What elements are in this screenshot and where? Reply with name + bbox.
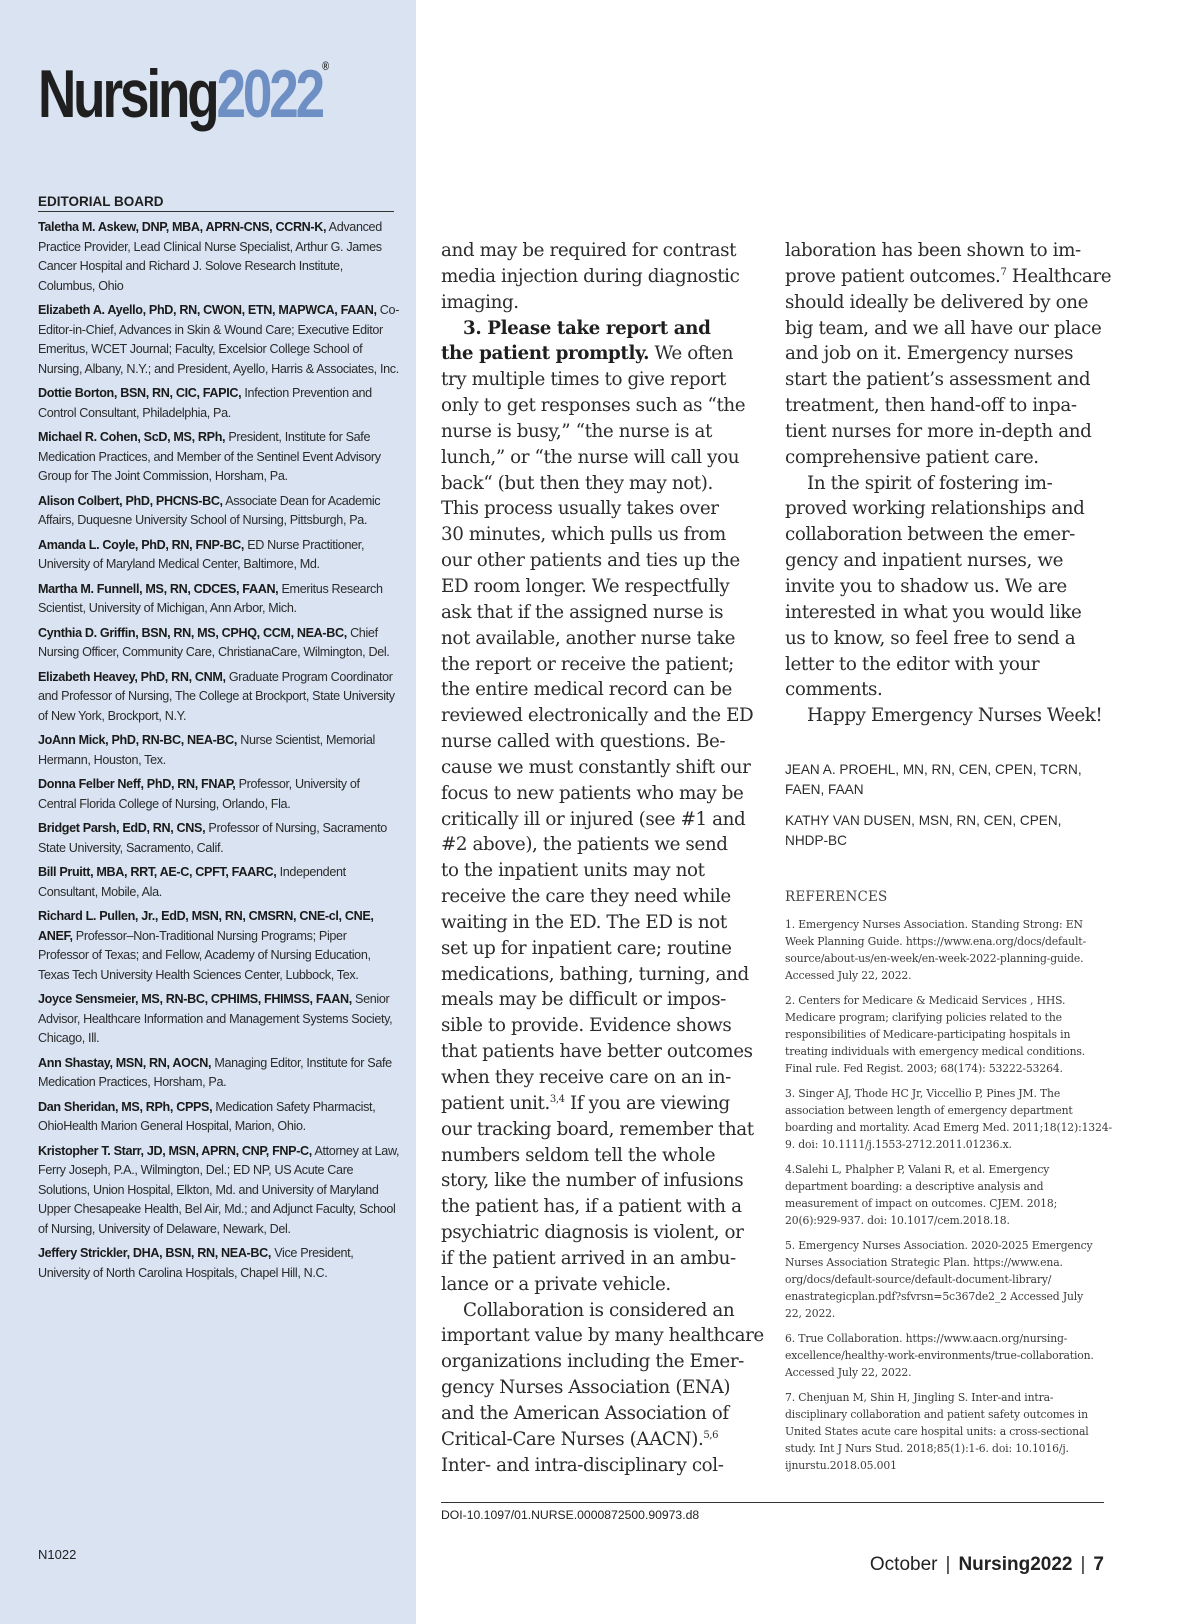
text-line: interested in what you would like [785, 601, 1082, 623]
reference-line: Final rule. Fed Regist. 2003; 68(174): 53222-53264. [785, 1062, 1063, 1075]
column-1-body-2 [441, 1117, 761, 1298]
text-line: sible to provide. Evidence shows [441, 1015, 732, 1037]
board-member [38, 492, 400, 531]
text-span: We often [649, 343, 733, 365]
board-member-affiliation: Graduate Program Coordinator and Professor of Nursing, The College at Brockport, State University of New York, Brockport, N.Y. [38, 669, 395, 723]
text-line: us to know, so feel free to send a [785, 627, 1076, 649]
author-name: JEAN A. PROEHL, MN, RN, CEN, CPEN, TCRN, FAEN, FAAN [785, 762, 1082, 797]
reference-line: 2. Centers for Medicare & Medicaid Services , HHS. [785, 994, 1066, 1007]
board-member-name: Cynthia D. Griffin, BSN, RN, MS, CPHQ, CCM, NEA-BC, [38, 625, 347, 640]
reference-item [785, 916, 1107, 984]
reference-item [785, 1330, 1107, 1381]
reference-line: Accessed July 22, 2022. [785, 969, 912, 982]
board-member [38, 990, 400, 1049]
board-member-name: Jeffery Strickler, DHA, BSN, RN, NEA-BC, [38, 1246, 272, 1260]
text-line: psychiatric diagnosis is violent, or [441, 1222, 744, 1244]
board-member [38, 907, 400, 985]
text-line: ED room longer. We respectfully [441, 575, 730, 597]
text-line: Collaboration is considered an [463, 1299, 735, 1321]
footer-separator: | [1080, 1554, 1086, 1575]
reference-line: department boarding: a descriptive analysis and [785, 1180, 1044, 1193]
text-line: story, like the number of infusions [441, 1170, 744, 1192]
footer-month: October [869, 1554, 938, 1575]
reference-item [785, 1161, 1107, 1229]
page-footer [870, 1554, 1104, 1576]
article-column-2 [785, 238, 1112, 729]
board-member-affiliation: Senior Advisor, Healthcare Information and Management Systems Society, Chicago, Ill. [38, 992, 393, 1045]
text-line [441, 341, 761, 367]
board-member [38, 1142, 400, 1240]
reference-line: Accessed July 22, 2022. [785, 1366, 912, 1379]
column-1-body-3 [441, 1323, 764, 1426]
board-member-name: Elizabeth A. Ayello, PhD, RN, CWON, ETN, MAPWCA, FAAN, [38, 303, 377, 317]
board-member-affiliation: Managing Editor, Institute for Safe Medication Practices, Horsham, Pa. [38, 1055, 392, 1089]
text-line: laboration has been shown to im- [785, 240, 1081, 261]
board-member-name: JoAnn Mick, PhD, RN-BC, NEA-BC, [38, 733, 238, 747]
board-member [38, 384, 400, 423]
reference-line: 1. Emergency Nurses Association. Standing Strong: EN [785, 918, 1083, 931]
board-member [38, 536, 400, 575]
reference-line: 22, 2022. [785, 1307, 836, 1320]
doi-line: DOI-10.1097/01.NURSE.0000872500.90973.d8 [441, 1508, 700, 1522]
text-line [441, 1091, 761, 1117]
text-line: only to get responses such as “the [441, 395, 746, 417]
board-member-name: Dan Sheridan, MS, RPh, CPPS, [38, 1099, 213, 1114]
footer-rule [441, 1502, 1104, 1503]
text-line: should ideally be delivered by one [785, 291, 1089, 313]
text-line: if the patient arrived in an ambu- [441, 1247, 736, 1269]
reference-line: responsibilities of Medicare-participating hospitals in [785, 1028, 1071, 1041]
text-line: not available, another nurse take [441, 627, 736, 649]
text-line: comprehensive patient care. [785, 446, 1039, 468]
board-member [38, 624, 400, 663]
text-line: and the American Association of [441, 1402, 729, 1424]
reference-line: excellence/healthy-work-environments/true-collaboration. [785, 1349, 1094, 1362]
board-member-name: Donna Felber Neff, PhD, RN, FNAP, [38, 777, 236, 791]
board-member-name: Richard L. Pullen, Jr., EdD, MSN, RN, CMSRN, CNE-cl, CNE, ANEF, [38, 909, 374, 943]
text-line: our tracking board, remember that [441, 1118, 754, 1140]
text-line: treatment, then hand-off to inpa- [785, 395, 1077, 417]
board-member-name: Alison Colbert, PhD, PHCNS-BC, [38, 493, 223, 508]
nursing2022-logo [38, 56, 329, 132]
text-line: tient nurses for more in-depth and [785, 420, 1092, 442]
article-column-1 [441, 238, 764, 1479]
reference-line: 3. Singer AJ, Thode HC Jr, Viccellio P, Pines JM. The [785, 1087, 1061, 1100]
text-line: back“ (but then they may not). [441, 472, 713, 494]
point-3-heading [441, 316, 761, 342]
board-member [38, 218, 400, 296]
board-member-name: Dottie Borton, BSN, RN, CIC, FAPIC, [38, 386, 242, 400]
column-2-body [785, 290, 1105, 471]
closing-line: Happy Emergency Nurses Week! [807, 705, 1103, 727]
reference-line: source/about-us/en-week/en-week-2022-planning-guide. [785, 952, 1084, 965]
text-line: big team, and we all have our place [785, 317, 1102, 339]
reference-line: boarding and mortality. Acad Emerg Med. 2011;18(12):1324- [785, 1121, 1112, 1134]
board-member [38, 731, 400, 770]
board-member-affiliation: Chief Nursing Officer, Community Care, ChristianaCare, Wilmington, Del. [38, 625, 390, 659]
text-line: numbers seldom tell the whole [441, 1144, 716, 1166]
text-line: focus to new patients who may be [441, 782, 744, 804]
reference-line: 5. Emergency Nurses Association. 2020-2025 Emergency [785, 1239, 1093, 1252]
reference-line: treating individuals with emergency medical conditions. [785, 1045, 1086, 1058]
text-span: prove patient outcomes. [785, 265, 1001, 287]
reference-item [785, 1389, 1107, 1474]
text-line: critically ill or injured (see #1 and [441, 808, 746, 830]
text-line: reviewed electronically and the ED [441, 705, 754, 727]
text-span: Critical-Care Nurses (AACN). [441, 1428, 704, 1450]
board-member [38, 580, 400, 619]
text-line: ask that if the assigned nurse is [441, 601, 724, 623]
board-member [38, 301, 400, 379]
board-member-affiliation: Professor–Non-Traditional Nursing Programs; Piper Professor of Texas; and Fellow, Academy of Nursing Education, Texas Tech University Health Sciences Center, Lubbock, Tex. [38, 928, 371, 982]
reference-line: enastrategicplan.pdf?sfvrsn=5c367de2_2 Accessed July [785, 1290, 1084, 1303]
board-member-name: Elizabeth Heavey, PhD, RN, CNM, [38, 669, 226, 684]
text-line: gency and inpatient nurses, we [785, 550, 1063, 572]
reference-item [785, 1237, 1107, 1322]
board-member-affiliation: Vice President, University of North Carolina Hospitals, Chapel Hill, N.C. [38, 1246, 354, 1280]
board-member-affiliation: President, Institute for Safe Medication Practices, and Member of the Sentinel Event Advisory Group for The Joint Commission, Horsham, Pa. [38, 430, 381, 483]
text-line: the entire medical record can be [441, 679, 732, 701]
text-line: and may be required for contrast [441, 240, 737, 261]
column-1-body [441, 367, 761, 1091]
text-line: Inter- and intra-disciplinary col- [441, 1454, 724, 1476]
board-member [38, 428, 400, 487]
board-member [38, 668, 400, 727]
text-line [441, 1427, 761, 1453]
reference-line: United States acute care hospital units: a cross-sectional [785, 1425, 1089, 1438]
text-line: when they receive care on an in- [441, 1067, 731, 1088]
board-member-affiliation: ED Nurse Practitioner, University of Maryland Medical Center, Baltimore, Md. [38, 537, 365, 571]
board-member-name: Michael R. Cohen, ScD, MS, RPh, [38, 430, 226, 444]
text-line: set up for inpatient care; routine [441, 937, 732, 959]
reference-line: Medicare program; clarifying policies related to the [785, 1011, 1062, 1024]
reference-line: 7. Chenjuan M, Shin H, Jingling S. Inter-and intra- [785, 1391, 1054, 1404]
board-member-affiliation: Advanced Practice Provider, Lead Clinical Nurse Specialist, Arthur G. James Cancer Hospital and Richard J. Solove Research Institute, Columbus, Ohio [38, 220, 382, 293]
text-span: If you are viewing [564, 1092, 730, 1114]
board-member-affiliation: Professor of Nursing, Sacramento State University, Sacramento, Calif. [38, 821, 387, 855]
text-line: In the spirit of fostering im- [807, 472, 1053, 494]
footer-separator: | [945, 1554, 951, 1575]
citation-superscript: 5,6 [703, 1429, 719, 1441]
text-line: meals may be difficult or impos- [441, 989, 726, 1011]
text-line: the patient has, if a patient with a [441, 1196, 742, 1218]
author-name: KATHY VAN DUSEN, MSN, RN, CEN, CPEN, NHDP-BC [785, 813, 1062, 848]
text-line: #2 above), the patients we send [441, 834, 728, 856]
board-member-name: Ann Shastay, MSN, RN, AOCN, [38, 1055, 212, 1070]
board-member-name: Martha M. Funnell, MS, RN, CDCES, FAAN, [38, 581, 279, 596]
text-line: invite you to shadow us. We are [785, 575, 1067, 597]
editorial-sidebar [0, 0, 416, 1624]
page-number: 7 [1093, 1554, 1104, 1575]
board-member [38, 863, 400, 902]
text-line: media injection during diagnostic [441, 265, 740, 287]
board-member-affiliation: Attorney at Law, Ferry Joseph, P.A., Wilmington, Del.; ED NP, US Acute Care Solutions, Union Hospital, Elkton, Md. and University of Maryland Upper Chesapeake Health, Bel Air, Md.; and Adjunct Faculty, School of Nursing, University of Delaware, Newark, Del. [38, 1143, 400, 1236]
text-line: that patients have better outcomes [441, 1041, 753, 1063]
text-line [785, 264, 1112, 290]
folio-code: N1022 [38, 1547, 77, 1562]
text-span: Healthcare [1006, 265, 1112, 287]
logo-registered-mark: ® [322, 59, 329, 73]
reference-item [785, 1085, 1112, 1153]
board-member-name: Bill Pruitt, MBA, RRT, AE-C, CPFT, FAARC, [38, 865, 277, 879]
text-line: imaging. [441, 291, 519, 313]
logo-year: 2022 [216, 56, 323, 132]
text-line: letter to the editor with your [785, 653, 1040, 675]
reference-line: disciplinary collaboration and patient safety outcomes in [785, 1408, 1088, 1421]
reference-line: Nurses Association Strategic Plan. https://www.ena. [785, 1256, 1063, 1269]
references-heading: REFERENCES [785, 889, 888, 905]
text-line: This process usually takes over [441, 498, 719, 520]
board-member-affiliation: Infection Prevention and Control Consultant, Philadelphia, Pa. [38, 386, 372, 420]
text-line: comments. [785, 679, 883, 701]
board-member-affiliation: Associate Dean for Academic Affairs, Duquesne University School of Nursing, Pittsburgh, Pa. [38, 493, 381, 527]
text-line: gency Nurses Association (ENA) [441, 1377, 731, 1399]
board-member [38, 1054, 400, 1093]
reference-line: 20(6):929-937. doi: 10.1017/cem.2018.18. [785, 1214, 1010, 1227]
board-member-name: Amanda L. Coyle, PhD, RN, FNP-BC, [38, 537, 245, 552]
editorial-board-list [38, 218, 400, 1288]
board-member-name: Taletha M. Askew, DNP, MBA, APRN-CNS, CCRN-K, [38, 220, 327, 234]
logo-word: Nursing [38, 56, 217, 132]
reference-line: Week Planning Guide. https://www.ena.org/docs/default- [785, 935, 1086, 948]
board-member-affiliation: Professor, University of Central Florida College of Nursing, Orlando, Fla. [38, 777, 360, 811]
board-member-affiliation: Medication Safety Pharmacist, OhioHealth Marion General Hospital, Marion, Ohio. [38, 1099, 376, 1133]
column-2-body-2 [785, 496, 1105, 703]
board-member [38, 1098, 400, 1137]
text-span: patient unit. [441, 1092, 550, 1114]
text-line: proved working relationships and [785, 498, 1085, 520]
text-line: receive the care they need while [441, 886, 731, 908]
text-line: medications, bathing, turning, and [441, 963, 749, 985]
text-line: organizations including the Emer- [441, 1351, 744, 1373]
reference-line: 9. doi: 10.1111/j.1553-2712.2011.01236.x. [785, 1138, 1012, 1151]
board-member-affiliation: Nurse Scientist, Memorial Hermann, Houston, Tex. [38, 733, 375, 767]
text-line: and job on it. Emergency nurses [785, 343, 1074, 365]
reference-line: 6. True Collaboration. https://www.aacn.org/nursing- [785, 1332, 1068, 1345]
text-line: nurse called with questions. Be- [441, 731, 726, 753]
text-line: start the patient’s assessment and [785, 369, 1091, 391]
board-member-name: Kristopher T. Starr, JD, MSN, APRN, CNP, FNP-C, [38, 1143, 312, 1158]
board-member-name: Joyce Sensmeier, MS, RN-BC, CPHIMS, FHIMSS, FAAN, [38, 992, 352, 1006]
reference-line: study. Int J Nurs Stud. 2018;85(1):1-6. doi: 10.1016/j. [785, 1442, 1069, 1455]
text-line: collaboration between the emer- [785, 524, 1075, 546]
board-member [38, 819, 400, 858]
reference-line: measurement of impact on outcomes. CJEM. 2018; [785, 1197, 1058, 1210]
text-line: lance or a private vehicle. [441, 1273, 671, 1295]
reference-line: org/docs/default-source/default-document-library/ [785, 1273, 1052, 1286]
text-line: try multiple times to give report [441, 369, 726, 391]
citation-superscript: 3,4 [549, 1093, 565, 1105]
text-line: the report or receive the patient; [441, 653, 734, 675]
text-line: nurse is busy,” “the nurse is at [441, 420, 712, 442]
text-line: lunch,” or “the nurse will call you [441, 446, 740, 468]
board-member-affiliation: Independent Consultant, Mobile, Ala. [38, 865, 346, 899]
board-member [38, 1244, 400, 1283]
editorial-board-heading: EDITORIAL BOARD [38, 194, 394, 212]
footer-publication: Nursing2022 [958, 1554, 1073, 1575]
text-line: our other patients and ties up the [441, 550, 740, 572]
reference-item [785, 992, 1107, 1077]
reference-line: 4.Salehi L, Phalpher P, Valani R, et al. Emergency [785, 1163, 1050, 1176]
board-member-name: Bridget Parsh, EdD, RN, CNS, [38, 821, 206, 835]
board-member [38, 775, 400, 814]
text-line: to the inpatient units may not [441, 860, 705, 882]
point-3-heading-b: the patient promptly. [441, 343, 650, 365]
text-line: waiting in the ED. The ED is not [441, 911, 727, 933]
text-line: cause we must constantly shift our [441, 756, 751, 778]
board-member-affiliation: Emeritus Research Scientist, University of Michigan, Ann Arbor, Mich. [38, 581, 383, 615]
reference-line: association between length of emergency department [785, 1104, 1073, 1117]
text-line: 30 minutes, which pulls us from [441, 524, 726, 546]
text-line: important value by many healthcare [441, 1325, 764, 1347]
references-list [785, 916, 1112, 1482]
author-block [785, 760, 1105, 862]
board-member-affiliation: Co-Editor-in-Chief, Advances in Skin & Wound Care; Executive Editor Emeritus, WCET Journal; Faculty, Excelsior College School of Nursing, Albany, N.Y.; and President, Ayello, Harris & Associates, Inc. [38, 303, 400, 376]
point-3-heading-a: 3. Please take report and [463, 317, 711, 339]
citation-superscript: 7 [1000, 266, 1007, 278]
reference-line: ijnurstu.2018.05.001 [785, 1459, 897, 1472]
